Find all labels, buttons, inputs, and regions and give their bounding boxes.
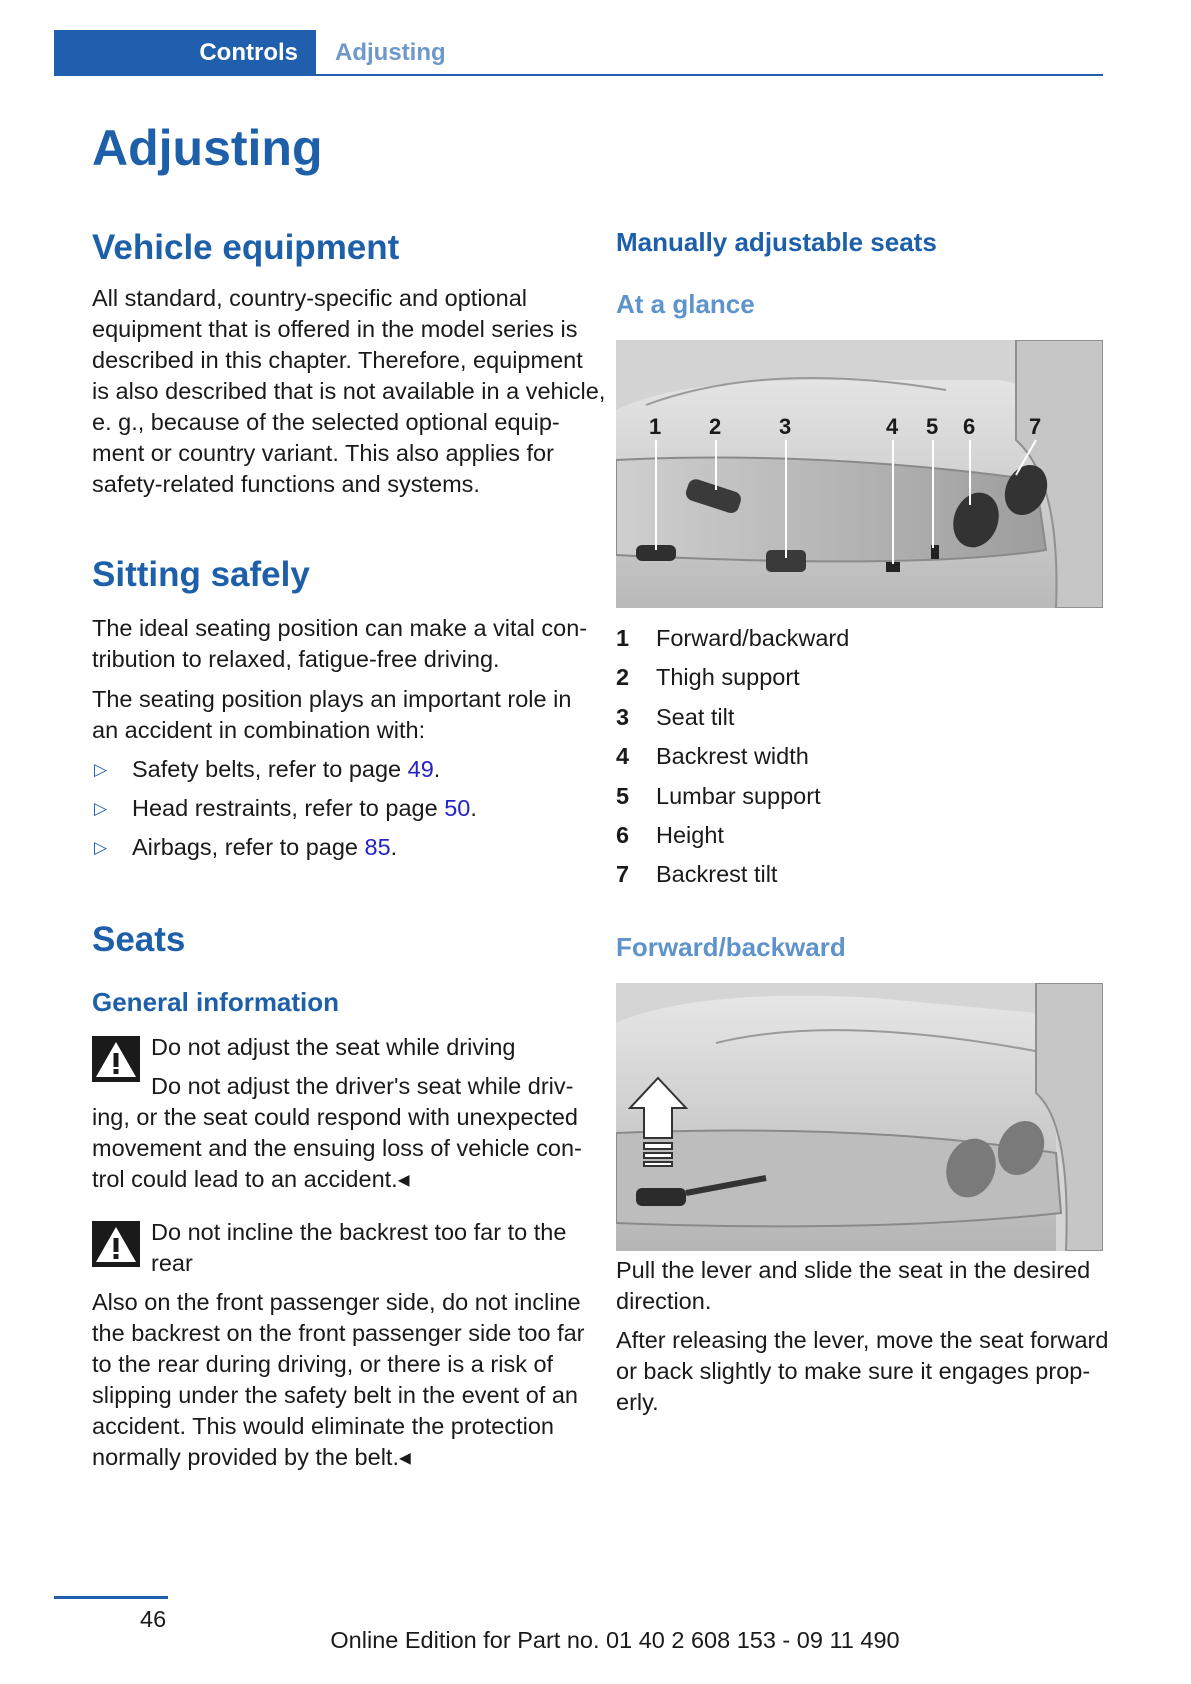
- legend-item: 1 Forward/backward: [616, 625, 850, 651]
- warning2-title: Do not incline the backrest too far to the rear: [151, 1219, 567, 1276]
- vehicle-equipment-heading: Vehicle equipment: [92, 228, 400, 267]
- sitting-safely-para2: The seating position plays an important role in an accident in combination with:: [92, 686, 572, 743]
- legend-item: 2 Thigh support: [616, 664, 800, 691]
- forward-backward-para2: After releasing the lever, move the seat forward or back slightly to make sure it engages prop- erly.: [616, 1327, 1109, 1415]
- bullet-triangle-icon: ▷: [94, 838, 108, 857]
- warning1-text: ing, or the seat could respond with unexpected movement and the ensuing loss of vehicle con- trol could lead to an accident.◂: [92, 1104, 582, 1192]
- page-link-50[interactable]: 50: [444, 795, 471, 821]
- at-a-glance-heading: At a glance: [616, 289, 755, 319]
- page-title: Adjusting: [92, 120, 323, 176]
- header-rule: [316, 74, 1103, 76]
- warning-triangle-icon: [92, 1036, 140, 1082]
- callout-1: 1: [649, 414, 662, 439]
- seat-controls-legend: [616, 623, 849, 899]
- sitting-safely-heading: Sitting safely: [92, 555, 310, 594]
- footer-rule: [54, 1596, 168, 1599]
- sitting-safely-para1: The ideal seating position can make a vital con- tribution to relaxed, fatigue-free driving.: [92, 615, 588, 672]
- legend-item: 4 Backrest width: [616, 743, 809, 770]
- manual-seats-heading: Manually adjustable seats: [616, 227, 937, 257]
- list-item: ▷ Safety belts, refer to page 49.: [92, 754, 477, 793]
- footer-edition: Online Edition for Part no. 01 40 2 608 153 - 09 11 490: [330, 1627, 900, 1653]
- callout-4: 4: [886, 414, 899, 439]
- legend-item: 5 Lumbar support: [616, 782, 821, 809]
- warning-triangle-icon: [92, 1221, 140, 1267]
- seat-illustration: [616, 340, 1103, 608]
- bullet-triangle-icon: ▷: [94, 760, 108, 779]
- callout-2: 2: [709, 414, 722, 439]
- forward-backward-heading: Forward/backward: [616, 932, 846, 962]
- safety-reference-list: [92, 754, 477, 871]
- callout-7: 7: [1029, 414, 1042, 439]
- forward-backward-figure: [616, 983, 1103, 1251]
- page-number: 46: [140, 1606, 167, 1632]
- warning2-text: Also on the front passenger side, do not incline the backrest on the front passenger side too far to the rear during driving, or there is a risk of slipping under the safety belt in the event of an accident. This would eliminate the protection normally provided by the belt.◂: [92, 1289, 585, 1470]
- forward-backward-para1: Pull the lever and slide the seat in the desired direction.: [616, 1257, 1091, 1314]
- seat-lever-illustration: [616, 983, 1103, 1251]
- header-section-label: Controls: [199, 39, 298, 66]
- warning1-title: Do not adjust the seat while driving: [151, 1034, 516, 1060]
- seat-controls-figure: [616, 340, 1103, 608]
- vehicle-equipment-text: All standard, country-specific and optional equipment that is offered in the model series is described in this chapter. Therefore, equipment is also described that is not available in a vehicle, e. g., because of the selected optional equip- ment or country variant. This also applies for safety-related functions and systems.: [92, 285, 606, 497]
- page-link-49[interactable]: 49: [407, 756, 434, 782]
- callout-3: 3: [779, 414, 792, 439]
- legend-item: 3 Seat tilt: [616, 703, 735, 730]
- seats-heading: Seats: [92, 920, 186, 959]
- page-link-85[interactable]: 85: [364, 834, 391, 860]
- bullet-triangle-icon: ▷: [94, 799, 108, 818]
- general-info-heading: General information: [92, 987, 340, 1017]
- list-item: ▷ Airbags, refer to page 85.: [92, 832, 477, 871]
- legend-item: 6 Height: [616, 821, 724, 848]
- list-item: ▷ Head restraints, refer to page 50.: [92, 793, 477, 832]
- legend-item: 7 Backrest tilt: [616, 861, 778, 888]
- callout-6: 6: [963, 414, 976, 439]
- header-chapter-label: Adjusting: [335, 39, 446, 66]
- warning1-line1: Do not adjust the driver's seat while driv-: [151, 1073, 574, 1099]
- callout-5: 5: [926, 414, 939, 439]
